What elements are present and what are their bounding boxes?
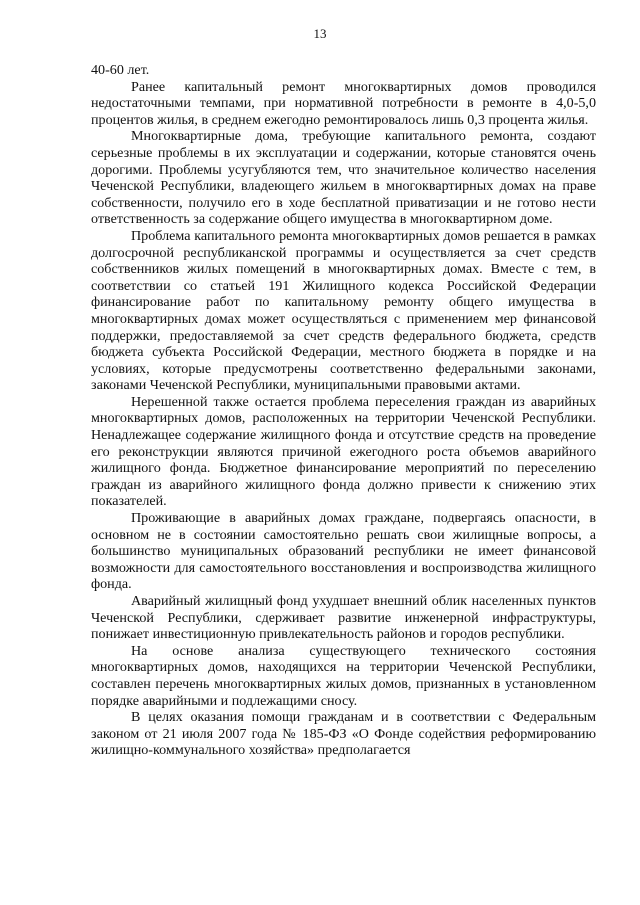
paragraph-technical-analysis: На основе анализа существующего технического состояния многоквартирных домов, находящихся на территории Чеченской Республики, составлен перечень многоквартирных жилых домов, признанных в установленном порядке аварийными и подлежащими сносу. (91, 642, 596, 709)
page-number: 13 (313, 26, 327, 41)
paragraph-residents-danger: Проживающие в аварийных домах граждане, подвергаясь опасности, в основном не в состоянии самостоятельно решать свои жилищные вопросы, а большинство муниципальных образований республики не имеет финансовой возможности для самостоятельного восстановления и воспроизводства жилищного фонда. (91, 510, 596, 593)
paragraph-emergency-fund-appearance: Аварийный жилищный фонд ухудшает внешний облик населенных пунктов Чеченской Республики, сдерживает развитие инженерной инфраструктуры, понижает инвестиционную привлекательность районов и городов республики. (91, 593, 596, 643)
document-body (91, 62, 596, 759)
paragraph-capital-repair-program: Проблема капитального ремонта многоквартирных домов решается в рамках долгосрочной республиканской программы и осуществляется за счет средств собственников жилых помещений в многоквартирных домах. Вместе с тем, в соответствии со статьей 191 Жилищного кодекса Российской Федерации финансирование работ по капитальному ремонту общего имущества в многоквартирных домах может осуществляться с применением мер финансовой поддержки, предоставляемой за счет средств федерального бюджета, средств бюджета субъекта Российской Федерации, местного бюджета в порядке и на условиях, которые предусмотрены соответственно федеральными законами, законами Чеченской Республики, муниципальными правовыми актами. (91, 227, 596, 394)
paragraph-federal-law: В целях оказания помощи гражданам и в соответствии с Федеральным законом от 21 июля 2007 года № 185-ФЗ «О Фонде содействия реформированию жилищно-коммунального хозяйства» предполагается (91, 709, 596, 759)
paragraph-resettlement-problem: Нерешенной также остается проблема переселения граждан из аварийных многоквартирных домов, расположенных на территории Чеченской Республики. Ненадлежащее содержание жилищного фонда и отсутствие средств на проведение его реконструкции являются причиной ежегодного роста объемов аварийного жилищного фонда. Бюджетное финансирование мероприятий по переселению граждан из аварийного жилищного фонда должно привести к снижению этих показателей. (91, 393, 596, 510)
paragraph-repair-pace: Ранее капитальный ремонт многоквартирных домов проводился недостаточными темпами, при нормативной потребности в ремонте в 4,0-5,0 процентов жилья, в среднем ежегодно ремонтировалось лишь 0,3 процента жилья. (91, 78, 596, 128)
paragraph-continuation: 40-60 лет. (91, 62, 150, 78)
paragraph-apartment-problems: Многоквартирные дома, требующие капитального ремонта, создают серьезные проблемы в их эксплуатации и содержании, которые становятся очень дорогими. Проблемы усугубляются тем, что значительное количество населения Чеченской Республики, владеющего жильем в многоквартирных домах на праве собственности, получило его в ходе бесплатной приватизации и не готово нести ответственность за содержание общего имущества в многоквартирном доме. (91, 128, 596, 228)
